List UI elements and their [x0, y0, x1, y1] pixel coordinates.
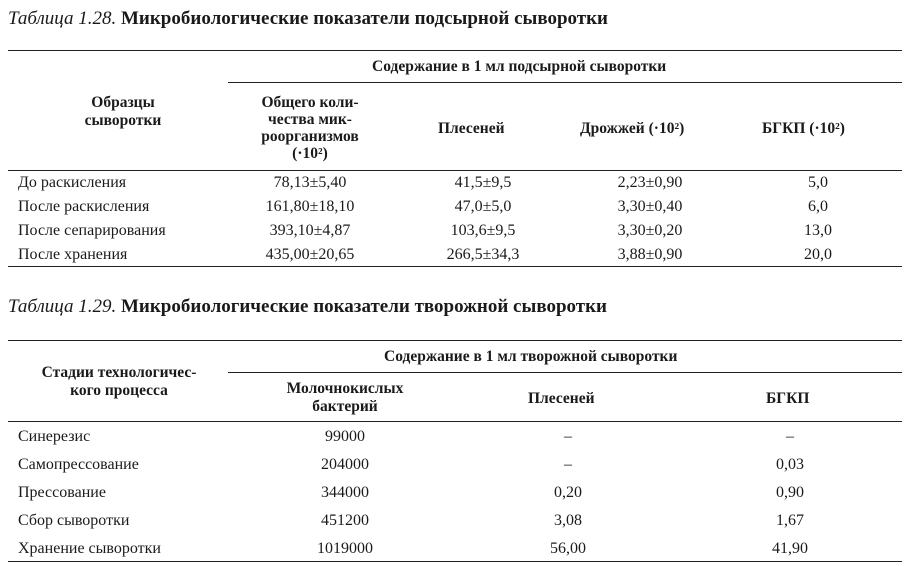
table-1-29-rowlabel-header: Стадии технологичес- кого процесса	[41, 364, 197, 399]
table-1-28-col-yeast-header: Дрожжей (·10²)	[580, 120, 685, 137]
cell-mold: 47,0±5,0	[454, 198, 512, 215]
table-1-29-group-header: Содержание в 1 мл творожной сыворотки	[384, 348, 678, 365]
row-label: Самопрессование	[18, 456, 139, 473]
cell-yeast: 3,88±0,90	[617, 246, 683, 263]
table-1-29-group-rule	[228, 372, 902, 373]
cell-bgkp: 13,0	[804, 222, 832, 239]
table-1-29-top-rule	[8, 340, 902, 341]
cell-total: 161,80±18,10	[265, 198, 355, 215]
table-1-29-header-rule	[8, 421, 902, 422]
cell-bgkp: 41,90	[772, 540, 808, 557]
row-label: После хранения	[18, 246, 128, 263]
table-1-28-col-mold-header: Плесеней	[438, 120, 505, 137]
cell-lactic: 204000	[321, 456, 369, 473]
cell-yeast: 3,30±0,40	[617, 198, 683, 215]
table-1-29-title: Микробиологические показатели творожной сыворотки	[120, 296, 607, 317]
row-label: После раскисления	[18, 198, 150, 215]
cell-bgkp: 1,67	[776, 512, 804, 529]
table-1-28-header-rule	[8, 170, 902, 171]
cell-yeast: 2,23±0,90	[617, 174, 683, 191]
table-1-29-caption	[8, 296, 607, 318]
table-1-28-rowlabel-header: Образцы сыворотки	[84, 94, 162, 129]
table-1-29-col-bgkp-header: БГКП	[766, 390, 810, 407]
cell-mold: –	[564, 456, 572, 473]
row-label: Сбор сыворотки	[18, 512, 130, 529]
table-1-28-group-rule	[228, 82, 902, 83]
cell-total: 393,10±4,87	[269, 222, 351, 239]
table-1-28-caption	[8, 8, 608, 30]
cell-lactic: 1019000	[317, 540, 373, 557]
cell-total: 78,13±5,40	[273, 174, 347, 191]
cell-bgkp: 6,0	[808, 198, 828, 215]
cell-lactic: 451200	[321, 512, 369, 529]
cell-bgkp: 5,0	[808, 174, 828, 191]
cell-mold: 266,5±34,3	[446, 246, 520, 263]
row-label: После сепарирования	[18, 222, 166, 239]
row-label: Хранение сыворотки	[18, 540, 161, 557]
cell-mold: 56,00	[550, 540, 586, 557]
table-1-29-number: Таблица 1.29.	[8, 296, 117, 317]
table-1-28-bottom-rule	[8, 266, 902, 267]
cell-mold: 3,08	[554, 512, 582, 529]
table-1-28-number: Таблица 1.28.	[8, 8, 117, 29]
cell-mold: 41,5±9,5	[454, 174, 512, 191]
cell-lactic: 99000	[325, 428, 365, 445]
table-1-28-group-header: Содержание в 1 мл подсырной сыворотки	[372, 58, 667, 75]
table-1-29-bottom-rule	[8, 561, 902, 562]
cell-bgkp: –	[786, 428, 794, 445]
cell-mold: 103,6±9,5	[450, 222, 516, 239]
cell-bgkp: 0,90	[776, 484, 804, 501]
table-1-28-col-total-header: Общего коли- чества мик- роорганизмов (·10²)	[261, 94, 359, 162]
table-1-28-top-rule	[8, 50, 902, 51]
cell-yeast: 3,30±0,20	[617, 222, 683, 239]
cell-lactic: 344000	[321, 484, 369, 501]
cell-total: 435,00±20,65	[265, 246, 355, 263]
table-1-28-col-bgkp-header: БГКП (·10²)	[762, 120, 845, 137]
row-label: До раскисления	[18, 174, 127, 191]
table-1-29-col-mold-header: Плесеней	[528, 390, 595, 407]
cell-mold: 0,20	[554, 484, 582, 501]
table-1-29-col-lactic-header: Молочнокислых бактерий	[286, 380, 404, 415]
row-label: Синерезис	[18, 428, 91, 445]
cell-mold: –	[564, 428, 572, 445]
table-1-28-title: Микробиологические показатели подсырной сыворотки	[120, 8, 609, 29]
cell-bgkp: 20,0	[804, 246, 832, 263]
row-label: Прессование	[18, 484, 106, 501]
cell-bgkp: 0,03	[776, 456, 804, 473]
